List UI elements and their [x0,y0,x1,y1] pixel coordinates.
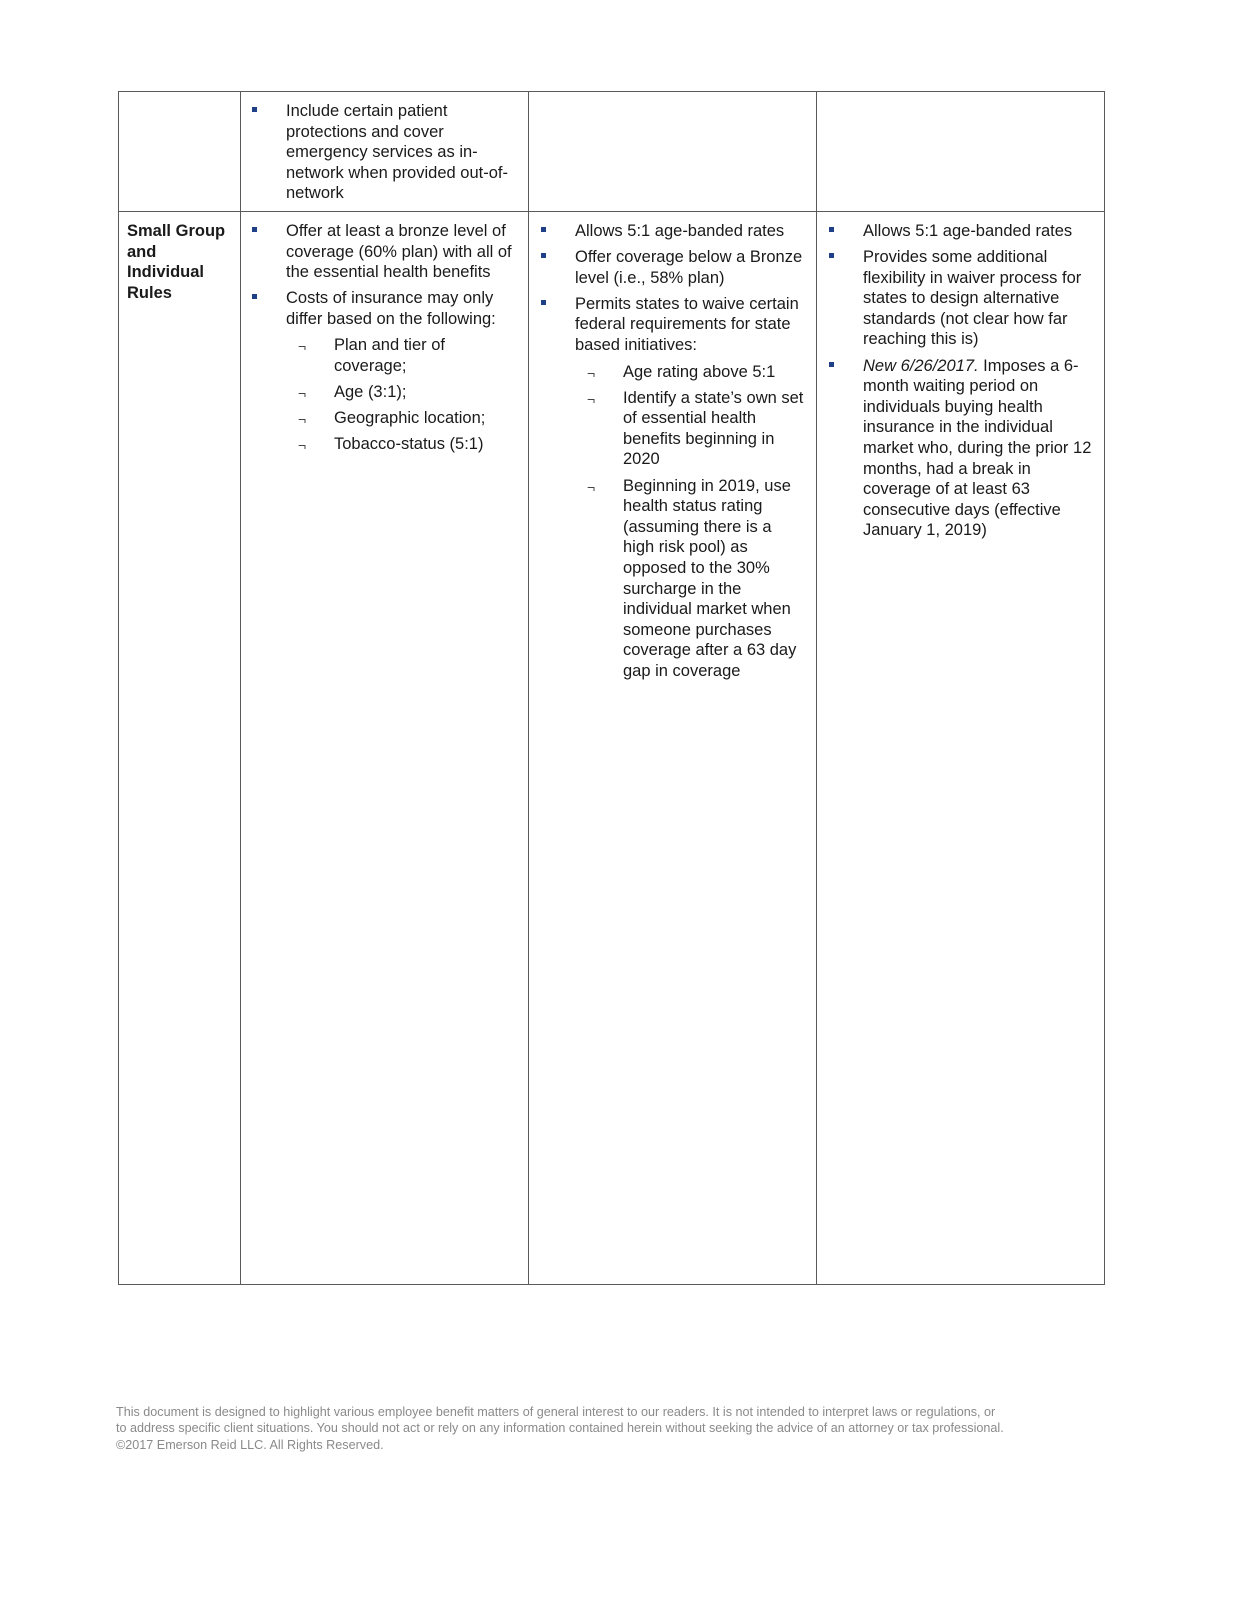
sub-list-item: ¬ Tobacco-status (5:1) [286,434,513,455]
sub-list-item: ¬ Beginning in 2019, use health status rating (assuming there is a high risk pool) as opposed to the 30% surcharge in the individual market when someone purchases coverage after a 63 day gap in coverage [587,476,797,680]
date-note: New 6/26/2017. [863,356,979,375]
sub-list-item: ¬ Age rating above 5:1 [575,362,806,383]
footer-line: to address specific client situations. You should not act or rely on any information contained herein without seeking the advice of an attorney or tax professional. [116,1421,1004,1436]
small-group-col1 [241,221,513,460]
small-group-col3 [818,221,1100,546]
not-sign-icon: ¬ [587,478,596,495]
square-bullet-icon [541,253,546,258]
list-item: Costs of insurance may only differ based on the following: ¬ Plan and tier of coverage; ¬ Age (3:1); ¬ Geographic location; ¬ Tobacco-status (5:1) [241,288,513,455]
list-item: New 6/26/2017. Imposes a 6-month waiting period on individuals buying health insurance in the individual market who, during the prior 12 months, had a break in coverage of at least 63 consecutive days (effective January 1, 2019) [818,356,1100,541]
list-item: Offer coverage below a Bronze level (i.e., 58% plan) [530,247,806,288]
footer-line: This document is designed to highlight various employee benefit matters of general interest to our readers. It is not intended to interpret laws or regulations, or [116,1405,996,1419]
sub-list-item: ¬ Identify a state’s own set of essential health benefits beginning in 2020 [587,388,804,469]
square-bullet-icon [252,107,257,112]
square-bullet-icon [829,227,834,232]
list-item: Include certain patient protections and cover emergency services as in-network when provided out-of-network [241,101,511,204]
not-sign-icon: ¬ [298,437,307,454]
sub-list-item: ¬ Plan and tier of coverage; [298,336,445,376]
list-item: Offer at least a bronze level of coverage (60% plan) with all of the essential health benefits [241,221,513,283]
not-sign-icon: ¬ [298,338,307,355]
sub-list-item: ¬ Geographic location; [286,408,513,429]
sub-list-item: ¬ Age (3:1); [286,382,513,403]
column-divider [816,92,817,1284]
row-divider [119,211,1104,212]
list-item: Permits states to waive certain federal requirements for state based initiatives: ¬ Age rating above 5:1 ¬ Identify a state’s own set of essential health benefits beginning in 2020 ¬ Beginning in 2019, use health status rating (assuming there is a high risk pool) as opposed to the 30% surcharge in the individual market when someone purchases coverage after a 63 day gap in coverage [530,294,806,682]
not-sign-icon: ¬ [587,364,596,381]
square-bullet-icon [252,227,257,232]
disclaimer-footer [116,1404,1116,1453]
list-item: Provides some additional flexibility in waiver process for states to design alternative standards (not clear how far reaching this is) [818,247,1100,350]
not-sign-icon: ¬ [298,411,307,428]
list-item: Allows 5:1 age-banded rates [818,221,1100,242]
row-header-small-group: Small Group and Individual Rules [127,222,226,302]
square-bullet-icon [252,294,257,299]
not-sign-icon: ¬ [587,390,596,407]
column-divider [528,92,529,1284]
comparison-table [118,91,1105,1285]
square-bullet-icon [541,300,546,305]
continued-row-col1 [241,101,511,209]
square-bullet-icon [829,362,834,367]
square-bullet-icon [541,227,546,232]
not-sign-icon: ¬ [298,385,307,402]
square-bullet-icon [829,253,834,258]
list-item: Allows 5:1 age-banded rates [530,221,806,242]
small-group-col2 [530,221,806,687]
copyright: ©2017 Emerson Reid LLC. All Rights Reserved. [116,1437,384,1452]
